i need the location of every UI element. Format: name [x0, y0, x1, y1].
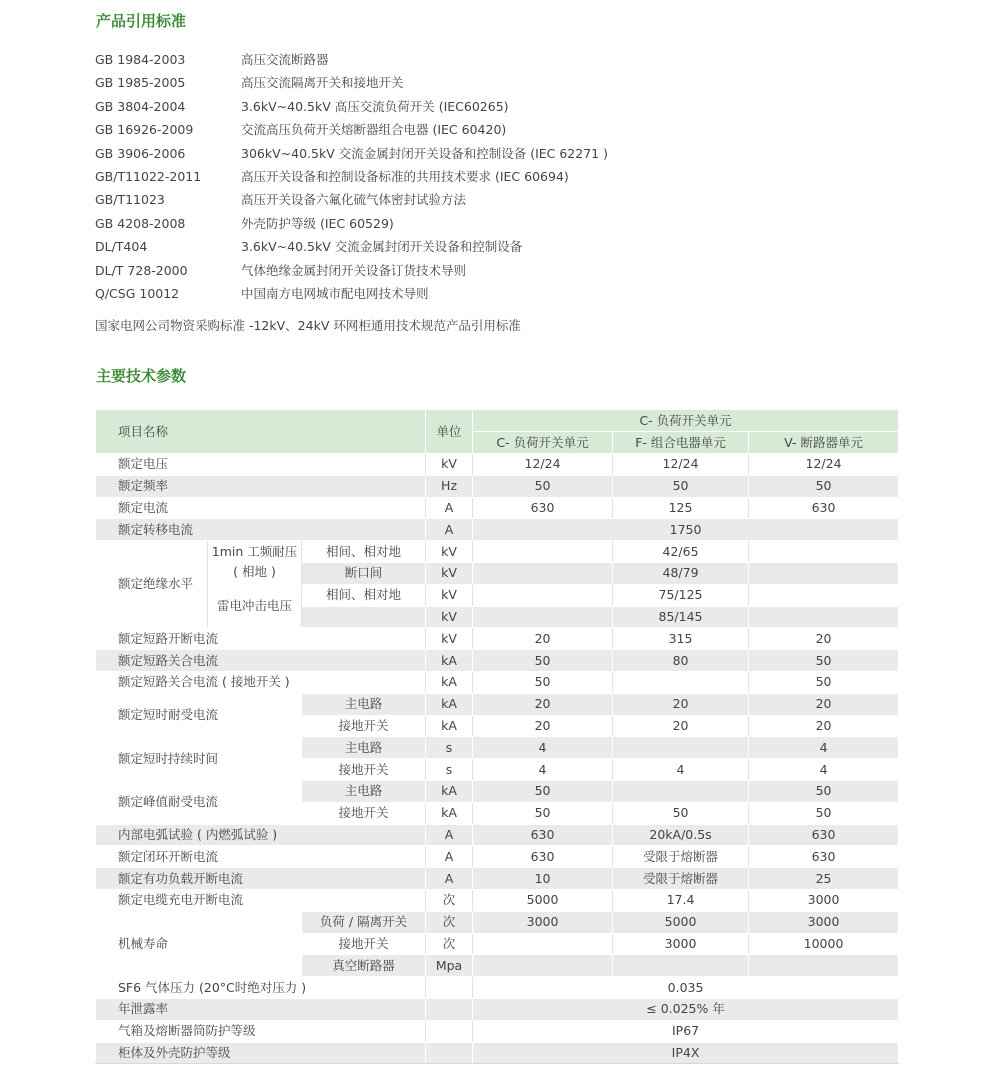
header-col-f: F- 组合电器单元 — [613, 432, 749, 454]
cell-f: 315 — [613, 628, 749, 650]
table-row — [96, 911, 899, 933]
standard-item — [95, 212, 795, 235]
row-unit: A — [426, 824, 473, 846]
cell-v — [749, 584, 899, 606]
cell-v: 50 — [749, 802, 899, 824]
row-name: 柜体及外壳防护等级 — [96, 1042, 426, 1064]
standards-title: 产品引用标准 — [96, 12, 187, 30]
spec-table — [95, 409, 899, 1064]
row-unit: Hz — [426, 475, 473, 497]
standard-code: GB 3906-2006 — [95, 145, 186, 161]
row-unit — [426, 977, 473, 999]
cell-f: 12/24 — [613, 454, 749, 476]
cell-v — [749, 606, 899, 628]
standard-item — [95, 259, 795, 282]
row-unit: A — [426, 519, 473, 541]
cell-c: 3000 — [473, 911, 613, 933]
cell-merged: IP4X — [473, 1042, 899, 1064]
cell-c: 50 — [473, 475, 613, 497]
row-unit: 次 — [426, 911, 473, 933]
cell-f: 受限于熔断器 — [613, 846, 749, 868]
cell-c: 630 — [473, 824, 613, 846]
cell-v: 20 — [749, 693, 899, 715]
row-name: 额定频率 — [96, 475, 426, 497]
cell-v: 4 — [749, 737, 899, 759]
table-header-row — [96, 410, 899, 432]
cell-c: 12/24 — [473, 454, 613, 476]
row-unit: 次 — [426, 889, 473, 911]
row-name: 内部电弧试验 ( 内燃弧试验 ) — [96, 824, 426, 846]
table-row — [96, 671, 899, 693]
row-unit: kA — [426, 671, 473, 693]
standard-item — [95, 71, 795, 94]
cell-c: 20 — [473, 693, 613, 715]
cell-c: 20 — [473, 628, 613, 650]
standard-desc: 3.6kV~40.5kV 交流金属封闭开关设备和控制设备 — [241, 239, 523, 255]
row-unit: kA — [426, 780, 473, 802]
row-name: 年泄露率 — [96, 998, 426, 1020]
cell-f: 5000 — [613, 911, 749, 933]
row-name: 额定短时耐受电流 — [96, 693, 302, 737]
row-name: 机械寿命 — [96, 911, 302, 976]
cell-v — [749, 541, 899, 563]
cell-v: 20 — [749, 715, 899, 737]
cell-c: 20 — [473, 715, 613, 737]
row-unit: 次 — [426, 933, 473, 955]
row-unit: kA — [426, 715, 473, 737]
lightning-label: 雷电冲击电压 — [208, 584, 302, 628]
table-row — [96, 737, 899, 759]
cell-v — [749, 955, 899, 977]
cell-c — [473, 584, 613, 606]
row-unit: kV — [426, 628, 473, 650]
row-name: 额定电压 — [96, 454, 426, 476]
cell-c: 4 — [473, 759, 613, 781]
standard-desc: 高压交流隔离开关和接地开关 — [241, 75, 404, 91]
table-row — [96, 780, 899, 802]
cell-f: 20kA/0.5s — [613, 824, 749, 846]
table-row — [96, 1020, 899, 1042]
table-row — [96, 977, 899, 999]
cell-c: 50 — [473, 802, 613, 824]
sub-label: 接地开关 — [302, 933, 426, 955]
standard-desc: 中国南方电网城市配电网技术导则 — [241, 285, 429, 301]
table-row — [96, 868, 899, 890]
power-freq-line2: ( 相地 ) — [233, 564, 276, 580]
table-row — [96, 889, 899, 911]
standard-desc: 306kV~40.5kV 交流金属封闭开关设备和控制设备 (IEC 62271 ) — [241, 145, 608, 161]
cell-c: 50 — [473, 650, 613, 672]
cell-c — [473, 541, 613, 563]
row-unit: kV — [426, 584, 473, 606]
standard-code: GB 3804-2004 — [95, 98, 186, 114]
standard-code: GB 1985-2005 — [95, 75, 186, 91]
cell-f: 50 — [613, 802, 749, 824]
table-row — [96, 846, 899, 868]
row-unit: kV — [426, 541, 473, 563]
row-unit: kV — [426, 562, 473, 584]
cell-f: 受限于熔断器 — [613, 868, 749, 890]
row-unit: kV — [426, 454, 473, 476]
table-row — [96, 541, 899, 563]
cell-f — [613, 737, 749, 759]
cell-v: 10000 — [749, 933, 899, 955]
cell-f: 48/79 — [613, 562, 749, 584]
row-unit — [426, 1020, 473, 1042]
cell-f — [613, 955, 749, 977]
standard-desc: 高压开关设备六氟化硫气体密封试验方法 — [241, 192, 467, 208]
cell-f: 125 — [613, 497, 749, 519]
cell-v: 630 — [749, 497, 899, 519]
standard-item — [95, 282, 795, 305]
row-unit: kA — [426, 650, 473, 672]
table-row — [96, 824, 899, 846]
standard-desc: 外壳防护等级 (IEC 60529) — [241, 215, 394, 231]
row-unit: A — [426, 846, 473, 868]
row-name: 气箱及熔断器筒防护等级 — [96, 1020, 426, 1042]
row-unit: s — [426, 759, 473, 781]
table-row — [96, 584, 899, 606]
cell-f: 75/125 — [613, 584, 749, 606]
cell-v: 25 — [749, 868, 899, 890]
row-unit: A — [426, 868, 473, 890]
row-name: 额定短路关合电流 ( 接地开关 ) — [96, 671, 426, 693]
power-freq-line1: 1min 工频耐压 — [211, 544, 298, 560]
sub-earth-switch: 接地开关 — [302, 802, 426, 824]
standard-desc: 高压交流断路器 — [241, 52, 329, 67]
cell-f — [613, 671, 749, 693]
cell-f: 20 — [613, 693, 749, 715]
sub-earth-switch: 接地开关 — [302, 715, 426, 737]
header-item-name: 项目名称 — [96, 410, 426, 454]
phase-ground-label: 相间、相对地 — [302, 584, 426, 606]
cell-v: 12/24 — [749, 454, 899, 476]
row-name: 额定有功负载开断电流 — [96, 868, 426, 890]
row-unit: kA — [426, 693, 473, 715]
table-row — [96, 628, 899, 650]
standard-item — [95, 165, 795, 188]
header-unit: 单位 — [426, 410, 473, 454]
sub-earth-switch: 接地开关 — [302, 759, 426, 781]
cell-c — [473, 562, 613, 584]
standard-code: GB 16926-2009 — [95, 122, 194, 138]
row-name: 额定电缆充电开断电流 — [96, 889, 426, 911]
cell-v: 4 — [749, 759, 899, 781]
cell-v: 630 — [749, 824, 899, 846]
row-unit: kV — [426, 606, 473, 628]
standard-item — [95, 142, 795, 165]
sub-label: 真空断路器 — [302, 955, 426, 977]
row-name: 额定转移电流 — [96, 519, 426, 541]
standard-desc: 气体绝缘金属封闭开关设备订货技术导则 — [241, 262, 467, 278]
cell-merged: IP67 — [473, 1020, 899, 1042]
standard-item — [95, 95, 795, 118]
open-gap-label: 断口间 — [302, 562, 426, 584]
row-unit — [426, 1042, 473, 1064]
row-name: 额定短路关合电流 — [96, 650, 426, 672]
specs-title: 主要技术参数 — [96, 367, 187, 385]
cell-c: 10 — [473, 868, 613, 890]
standard-code: GB/T11023 — [95, 192, 165, 208]
cell-f: 3000 — [613, 933, 749, 955]
cell-merged: ≤ 0.025% 年 — [473, 998, 899, 1020]
cell-f: 20 — [613, 715, 749, 737]
cell-c — [473, 933, 613, 955]
cell-v: 20 — [749, 628, 899, 650]
standard-code: GB 1984-2003 — [95, 52, 186, 67]
sub-label: 负荷 / 隔离开关 — [302, 911, 426, 933]
row-unit: A — [426, 497, 473, 519]
standard-code: DL/T404 — [95, 239, 148, 255]
cell-c — [473, 955, 613, 977]
cell-c: 4 — [473, 737, 613, 759]
table-row — [96, 650, 899, 672]
standard-code: DL/T 728-2000 — [95, 262, 188, 278]
cell-v: 3000 — [749, 889, 899, 911]
row-name: SF6 气体压力 (20°C时绝对压力 ) — [96, 977, 426, 999]
cell-v: 50 — [749, 475, 899, 497]
row-name: 额定电流 — [96, 497, 426, 519]
table-row — [96, 519, 899, 541]
standard-code: GB 4208-2008 — [95, 215, 186, 231]
cell-v — [749, 562, 899, 584]
row-unit: Mpa — [426, 955, 473, 977]
header-group: C- 负荷开关单元 — [473, 410, 899, 432]
cell-f: 50 — [613, 475, 749, 497]
cell-c: 5000 — [473, 889, 613, 911]
row-unit: kA — [426, 802, 473, 824]
cell-c: 630 — [473, 497, 613, 519]
cell-c — [473, 606, 613, 628]
row-unit — [426, 998, 473, 1020]
power-freq-label — [208, 541, 302, 585]
standard-desc: 交流高压负荷开关熔断器组合电器 (IEC 60420) — [241, 122, 507, 138]
row-name: 额定短时持续时间 — [96, 737, 302, 781]
standard-code: GB/T11022-2011 — [95, 168, 202, 184]
table-row — [96, 475, 899, 497]
cell-c: 50 — [473, 780, 613, 802]
cell-f: 4 — [613, 759, 749, 781]
cell-f: 85/145 — [613, 606, 749, 628]
cell-merged: 0.035 — [473, 977, 899, 999]
open-gap-label — [302, 606, 426, 628]
table-row — [96, 497, 899, 519]
cell-v: 50 — [749, 780, 899, 802]
cell-v: 50 — [749, 650, 899, 672]
cell-v: 3000 — [749, 911, 899, 933]
table-row — [96, 693, 899, 715]
table-row — [96, 1042, 899, 1064]
cell-c: 50 — [473, 671, 613, 693]
standards-note: 国家电网公司物资采购标准 -12kV、24kV 环网柜通用技术规范产品引用标准 — [95, 318, 521, 333]
cell-merged: 1750 — [473, 519, 899, 541]
cell-f — [613, 780, 749, 802]
standard-code: Q/CSG 10012 — [95, 285, 180, 301]
standard-item — [95, 235, 795, 258]
standard-item — [95, 188, 795, 211]
table-row — [96, 998, 899, 1020]
cell-c: 630 — [473, 846, 613, 868]
row-name: 额定闭环开断电流 — [96, 846, 426, 868]
table-row — [96, 454, 899, 476]
sub-main-circuit: 主电路 — [302, 780, 426, 802]
sub-main-circuit: 主电路 — [302, 737, 426, 759]
row-name: 额定短路开断电流 — [96, 628, 426, 650]
header-col-c: C- 负荷开关单元 — [473, 432, 613, 454]
row-name: 额定峰值耐受电流 — [96, 780, 302, 824]
sub-main-circuit: 主电路 — [302, 693, 426, 715]
header-col-v: V- 断路器单元 — [749, 432, 899, 454]
phase-ground-label: 相间、相对地 — [302, 541, 426, 563]
standard-desc: 高压开关设备和控制设备标准的共用技术要求 (IEC 60694) — [241, 168, 569, 184]
cell-v: 630 — [749, 846, 899, 868]
standard-desc: 3.6kV~40.5kV 高压交流负荷开关 (IEC60265) — [241, 98, 509, 114]
standard-item — [95, 118, 795, 141]
standards-list — [95, 48, 795, 305]
cell-v: 50 — [749, 671, 899, 693]
row-unit: s — [426, 737, 473, 759]
cell-f: 42/65 — [613, 541, 749, 563]
cell-f: 17.4 — [613, 889, 749, 911]
cell-f: 80 — [613, 650, 749, 672]
standard-item — [95, 48, 795, 71]
insulation-name: 额定绝缘水平 — [96, 541, 208, 628]
